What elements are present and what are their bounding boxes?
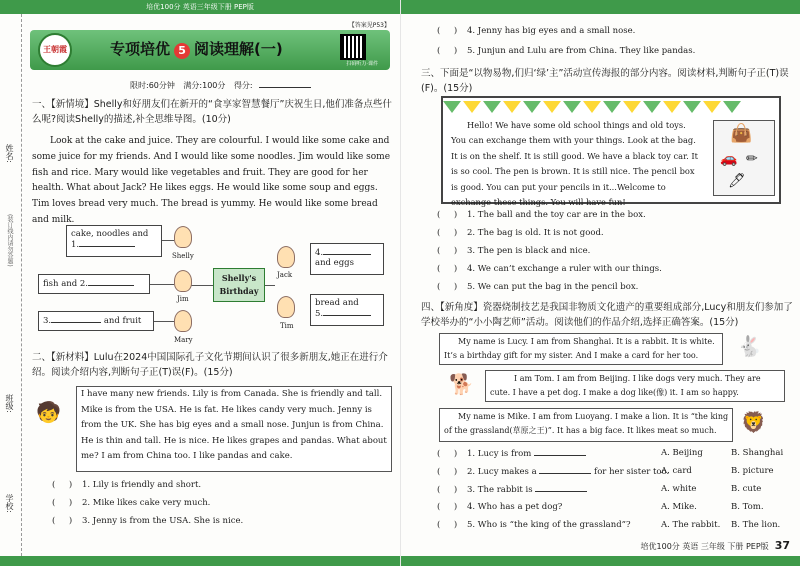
s4-q3-option-b[interactable]: B. cute xyxy=(731,484,762,494)
s4-q2-text-suffix: for her sister too. xyxy=(594,467,670,477)
bottom-band-right xyxy=(401,556,800,566)
name-tim: Tim xyxy=(280,322,294,330)
shelf-illustration xyxy=(713,120,775,196)
mary-box-suffix: and fruit xyxy=(103,316,142,326)
s2-q1-text: 1. Lily is friendly and short. xyxy=(82,480,202,490)
poster-box xyxy=(441,96,781,208)
jack-avatar xyxy=(277,246,295,268)
mary-box-label: 3. xyxy=(43,316,52,326)
bag-icon: 👜 xyxy=(730,123,753,144)
s4-question-4: ( ) 4. Who has a pet dog? xyxy=(437,502,563,512)
jack-box-suffix: and eggs xyxy=(315,258,354,268)
footer-text: 培优100分 英语 三年级 下册 PEP版 xyxy=(640,542,769,551)
time-limit: 限时:60分钟 xyxy=(130,81,175,90)
gutter-name: 姓名: xyxy=(5,144,14,163)
s4-q3-option-a[interactable]: A. white xyxy=(661,484,697,494)
mindmap-jim-box xyxy=(38,274,150,294)
connector xyxy=(154,321,174,322)
s2-question-5: ( ) 5. Junjun and Lulu are from China. They like pandas. xyxy=(437,46,696,56)
blank1-input[interactable] xyxy=(79,239,135,247)
rabbit-icon: 🐇 xyxy=(737,334,762,358)
s2-question-2: ( ) 2. Mike likes cake very much. xyxy=(52,498,211,508)
s4-q2-blank[interactable] xyxy=(539,466,591,474)
page-title xyxy=(110,38,283,59)
s4-q4-option-b[interactable]: B. Tom. xyxy=(731,502,764,512)
gutter-seal-note: (装订线内请勿答题) xyxy=(6,214,13,267)
blank5-input[interactable] xyxy=(323,308,371,316)
title-bar xyxy=(30,30,390,70)
binding-gutter xyxy=(0,14,22,556)
s2-q4-text: 4. Jenny has big eyes and a small nose. xyxy=(467,26,636,36)
mike-intro-box xyxy=(439,408,733,442)
blank2-input[interactable] xyxy=(88,278,134,286)
page-footer xyxy=(641,539,790,552)
bottom-band xyxy=(0,556,400,566)
jim-avatar xyxy=(174,270,192,292)
section1-passage: Look at the cake and juice. They are colourful. I would like some cake and some juice for my friends. And I would like some noodles. Jim would like some fish and rice. Mary would like vegetables and fruit. They are good for her health. What about Jack? He likes eggs. He would like some soup and eggs. Tim loves bread very much. The bread is yummy. He would like some bread and milk. xyxy=(32,136,391,225)
tom-intro-box xyxy=(485,370,785,402)
full-score: 满分:100分 xyxy=(183,81,226,90)
mindmap-shelly-box xyxy=(66,225,162,257)
connector xyxy=(162,240,174,241)
tim-box-text: bread and xyxy=(315,298,359,308)
s3-question-2: ( ) 2. The bag is old. It is not good. xyxy=(437,228,604,238)
top-band xyxy=(0,0,400,14)
s4-q3-text: 3. The rabbit is xyxy=(467,485,533,495)
connector xyxy=(190,285,213,286)
score-label: 得分: xyxy=(233,81,253,90)
s3-question-5: ( ) 5. We can put the bag in the pencil box. xyxy=(437,282,639,292)
mindmap-mary-box xyxy=(38,311,154,331)
jim-box-text: fish and 2. xyxy=(43,279,89,289)
poster-bunting xyxy=(443,98,779,112)
s3-q5-text: 5. We can put the bag in the pencil box. xyxy=(467,282,639,292)
mindmap-tim-box xyxy=(310,294,384,326)
section2-heading: 二、【新材料】Lulu在2024中国国际孔子文化节期间认识了很多新朋友,她正在进行介绍。阅读介绍内容,判断句子正(T)误(F)。(15分) xyxy=(32,352,388,378)
s4-question-1: ( ) 1. Lucy is from xyxy=(437,448,586,459)
s4-q5-text: 5. Who is “the king of the grassland”? xyxy=(467,520,631,530)
lion-icon: 🦁 xyxy=(741,410,766,434)
section3-heading: 三、下面是“以物易物,们归‘绿’主”活动宣传海报的部分内容。阅读材料,判断句子正(T)误(F)。(15分) xyxy=(421,68,789,94)
s2-question-3: ( ) 3. Jenny is from the USA. She is nice. xyxy=(52,516,244,526)
s3-q1-text: 1. The ball and the toy car are in the box. xyxy=(467,210,646,220)
score-blank[interactable] xyxy=(259,80,311,88)
s3-q2-text: 2. The bag is old. It is not good. xyxy=(467,228,604,238)
s2-q3-text: 3. Jenny is from the USA. She is nice. xyxy=(82,516,244,526)
answer-reference: 【答案见P53】 xyxy=(348,22,390,29)
connector xyxy=(150,284,174,285)
s4-question-3: ( ) 3. The rabbit is xyxy=(437,484,587,495)
shelly-box-text: cake, noodles and xyxy=(71,229,149,239)
gutter-school: 学校: xyxy=(5,494,14,513)
gutter-class: 班级: xyxy=(5,394,14,413)
title-prefix: 专项培优 xyxy=(110,40,171,58)
s3-q3-text: 3. The pen is black and nice. xyxy=(467,246,591,256)
mindmap-jack-box xyxy=(310,243,384,275)
title-main: 阅读理解(一) xyxy=(194,40,283,58)
s2-q5-text: 5. Junjun and Lulu are from China. They like pandas. xyxy=(467,46,696,56)
brand-logo: 王朝霞 xyxy=(38,33,72,67)
mary-avatar xyxy=(174,310,192,332)
name-shelly: Shelly xyxy=(172,252,194,260)
s4-q4-text: 4. Who has a pet dog? xyxy=(467,502,563,512)
s4-q2-option-b[interactable]: B. picture xyxy=(731,466,774,476)
s2-question-4: ( ) 4. Jenny has big eyes and a small nose. xyxy=(437,26,636,36)
blank4-input[interactable] xyxy=(323,247,371,255)
name-jack: Jack xyxy=(277,271,293,279)
section2-passage-box xyxy=(76,386,392,472)
s4-q1-blank[interactable] xyxy=(534,448,586,456)
mike-intro: My name is Mike. I am from Luoyang. I make a lion. It is “the king of the grassland(草原之王)”. It has a big face. It likes meat so much. xyxy=(444,412,729,435)
s3-question-4: ( ) 4. We can’t exchange a ruler with our things. xyxy=(437,264,662,274)
toy-car-icon: 🚗 xyxy=(720,151,738,167)
s2-question-1: ( ) 1. Lily is friendly and short. xyxy=(52,480,202,490)
qr-code-icon[interactable] xyxy=(340,34,366,60)
blank1-label: 1. xyxy=(71,240,80,250)
s4-q2-option-a[interactable]: A. card xyxy=(661,466,692,476)
pencil-box-icon: ✏ xyxy=(746,151,758,167)
s4-q1-option-b[interactable]: B. Shanghai xyxy=(731,448,784,458)
s4-q4-option-a[interactable]: A. Mike. xyxy=(661,502,697,512)
title-number: 5 xyxy=(174,43,190,59)
top-band-right xyxy=(401,0,800,14)
name-jim: Jim xyxy=(177,295,189,303)
pen-icon: 🖊 xyxy=(728,173,746,189)
page-number: 37 xyxy=(774,539,790,552)
section1-heading: 一、【新情境】Shelly和好朋友们在新开的“食享家智慧餐厅”庆祝生日,他们准备点些什么呢?阅读Shelly的描述,补全思维导图。(10分) xyxy=(32,99,392,125)
dog-icon: 🐕 xyxy=(449,372,474,396)
s4-question-5: ( ) 5. Who is “the king of the grassland”? xyxy=(437,520,631,530)
s4-q5-option-a[interactable]: A. The rabbit. xyxy=(661,520,721,530)
exam-meta xyxy=(130,80,317,91)
s4-question-2: ( ) 2. Lucy makes a for her sister too. xyxy=(437,467,670,477)
tom-intro: I am Tom. I am from Beijing. I like dogs very much. They are cute. I have a pet dog. I make a dog like(像) it. I am so happy. xyxy=(490,374,761,397)
s2-q2-text: 2. Mike likes cake very much. xyxy=(82,498,211,508)
qr-caption: 扫码听力·课件 xyxy=(346,61,378,67)
s3-question-1: ( ) 1. The ball and the toy car are in the box. xyxy=(437,210,646,220)
blank4-label: 4. xyxy=(315,248,324,258)
s4-q1-option-a[interactable]: A. Beijing xyxy=(661,448,703,458)
section4-heading: 四、【新角度】瓷器烧制技艺是我国非物质文化遗产的重要组成部分,Lucy和朋友们参加了学校举办的“小小陶艺师”活动。阅读他们的作品介绍,选择正确答案。(15分) xyxy=(421,302,793,328)
s4-q5-option-b[interactable]: B. The lion. xyxy=(731,520,781,530)
s3-question-3: ( ) 3. The pen is black and nice. xyxy=(437,246,591,256)
s4-q1-text: 1. Lucy is from xyxy=(467,449,532,459)
section2-passage: I have many new friends. Lily is from Canada. She is friendly and tall. Mike is from the USA. He is fat. He likes candy very much. Jenny is from the UK. She has big eyes and a small nose. Junjun is from China. He is thin and tall. He is nice. He likes grapes and pandas. What about me? I am from China too. I like pandas and cake. xyxy=(81,389,387,462)
shelly-avatar xyxy=(174,226,192,248)
lucy-intro: My name is Lucy. I am from Shanghai. It is a rabbit. It is white. It’s a birthday gift for my sister. And I make a card for her too. xyxy=(444,337,715,360)
blank3-input[interactable] xyxy=(51,315,101,323)
s3-q4-text: 4. We can’t exchange a ruler with our things. xyxy=(467,264,662,274)
blank5-label: 5. xyxy=(315,309,324,319)
name-mary: Mary xyxy=(174,336,193,344)
lucy-intro-box xyxy=(439,333,723,365)
right-page xyxy=(400,0,800,566)
mindmap-center: Shelly's Birthday xyxy=(213,268,265,302)
s4-q2-text: 2. Lucy makes a xyxy=(467,467,537,477)
girl-lulu-icon: 🧒 xyxy=(36,400,61,424)
top-band-text: 培优100分 英语三年级下册 PEP版 xyxy=(146,3,254,11)
tim-avatar xyxy=(277,296,295,318)
poster-passage: Hello! We have some old school things and old toys. You can exchange them with your things. Look at the bag. It is on the shelf. It is still good. We have a black toy car. It is so cool. The pen is brown. It is still nice. The pencil box is good. You can put your pencils in it...Welcome to exchange these things. You will have fun! xyxy=(451,120,699,208)
connector xyxy=(265,285,275,286)
s4-q3-blank[interactable] xyxy=(535,484,587,492)
